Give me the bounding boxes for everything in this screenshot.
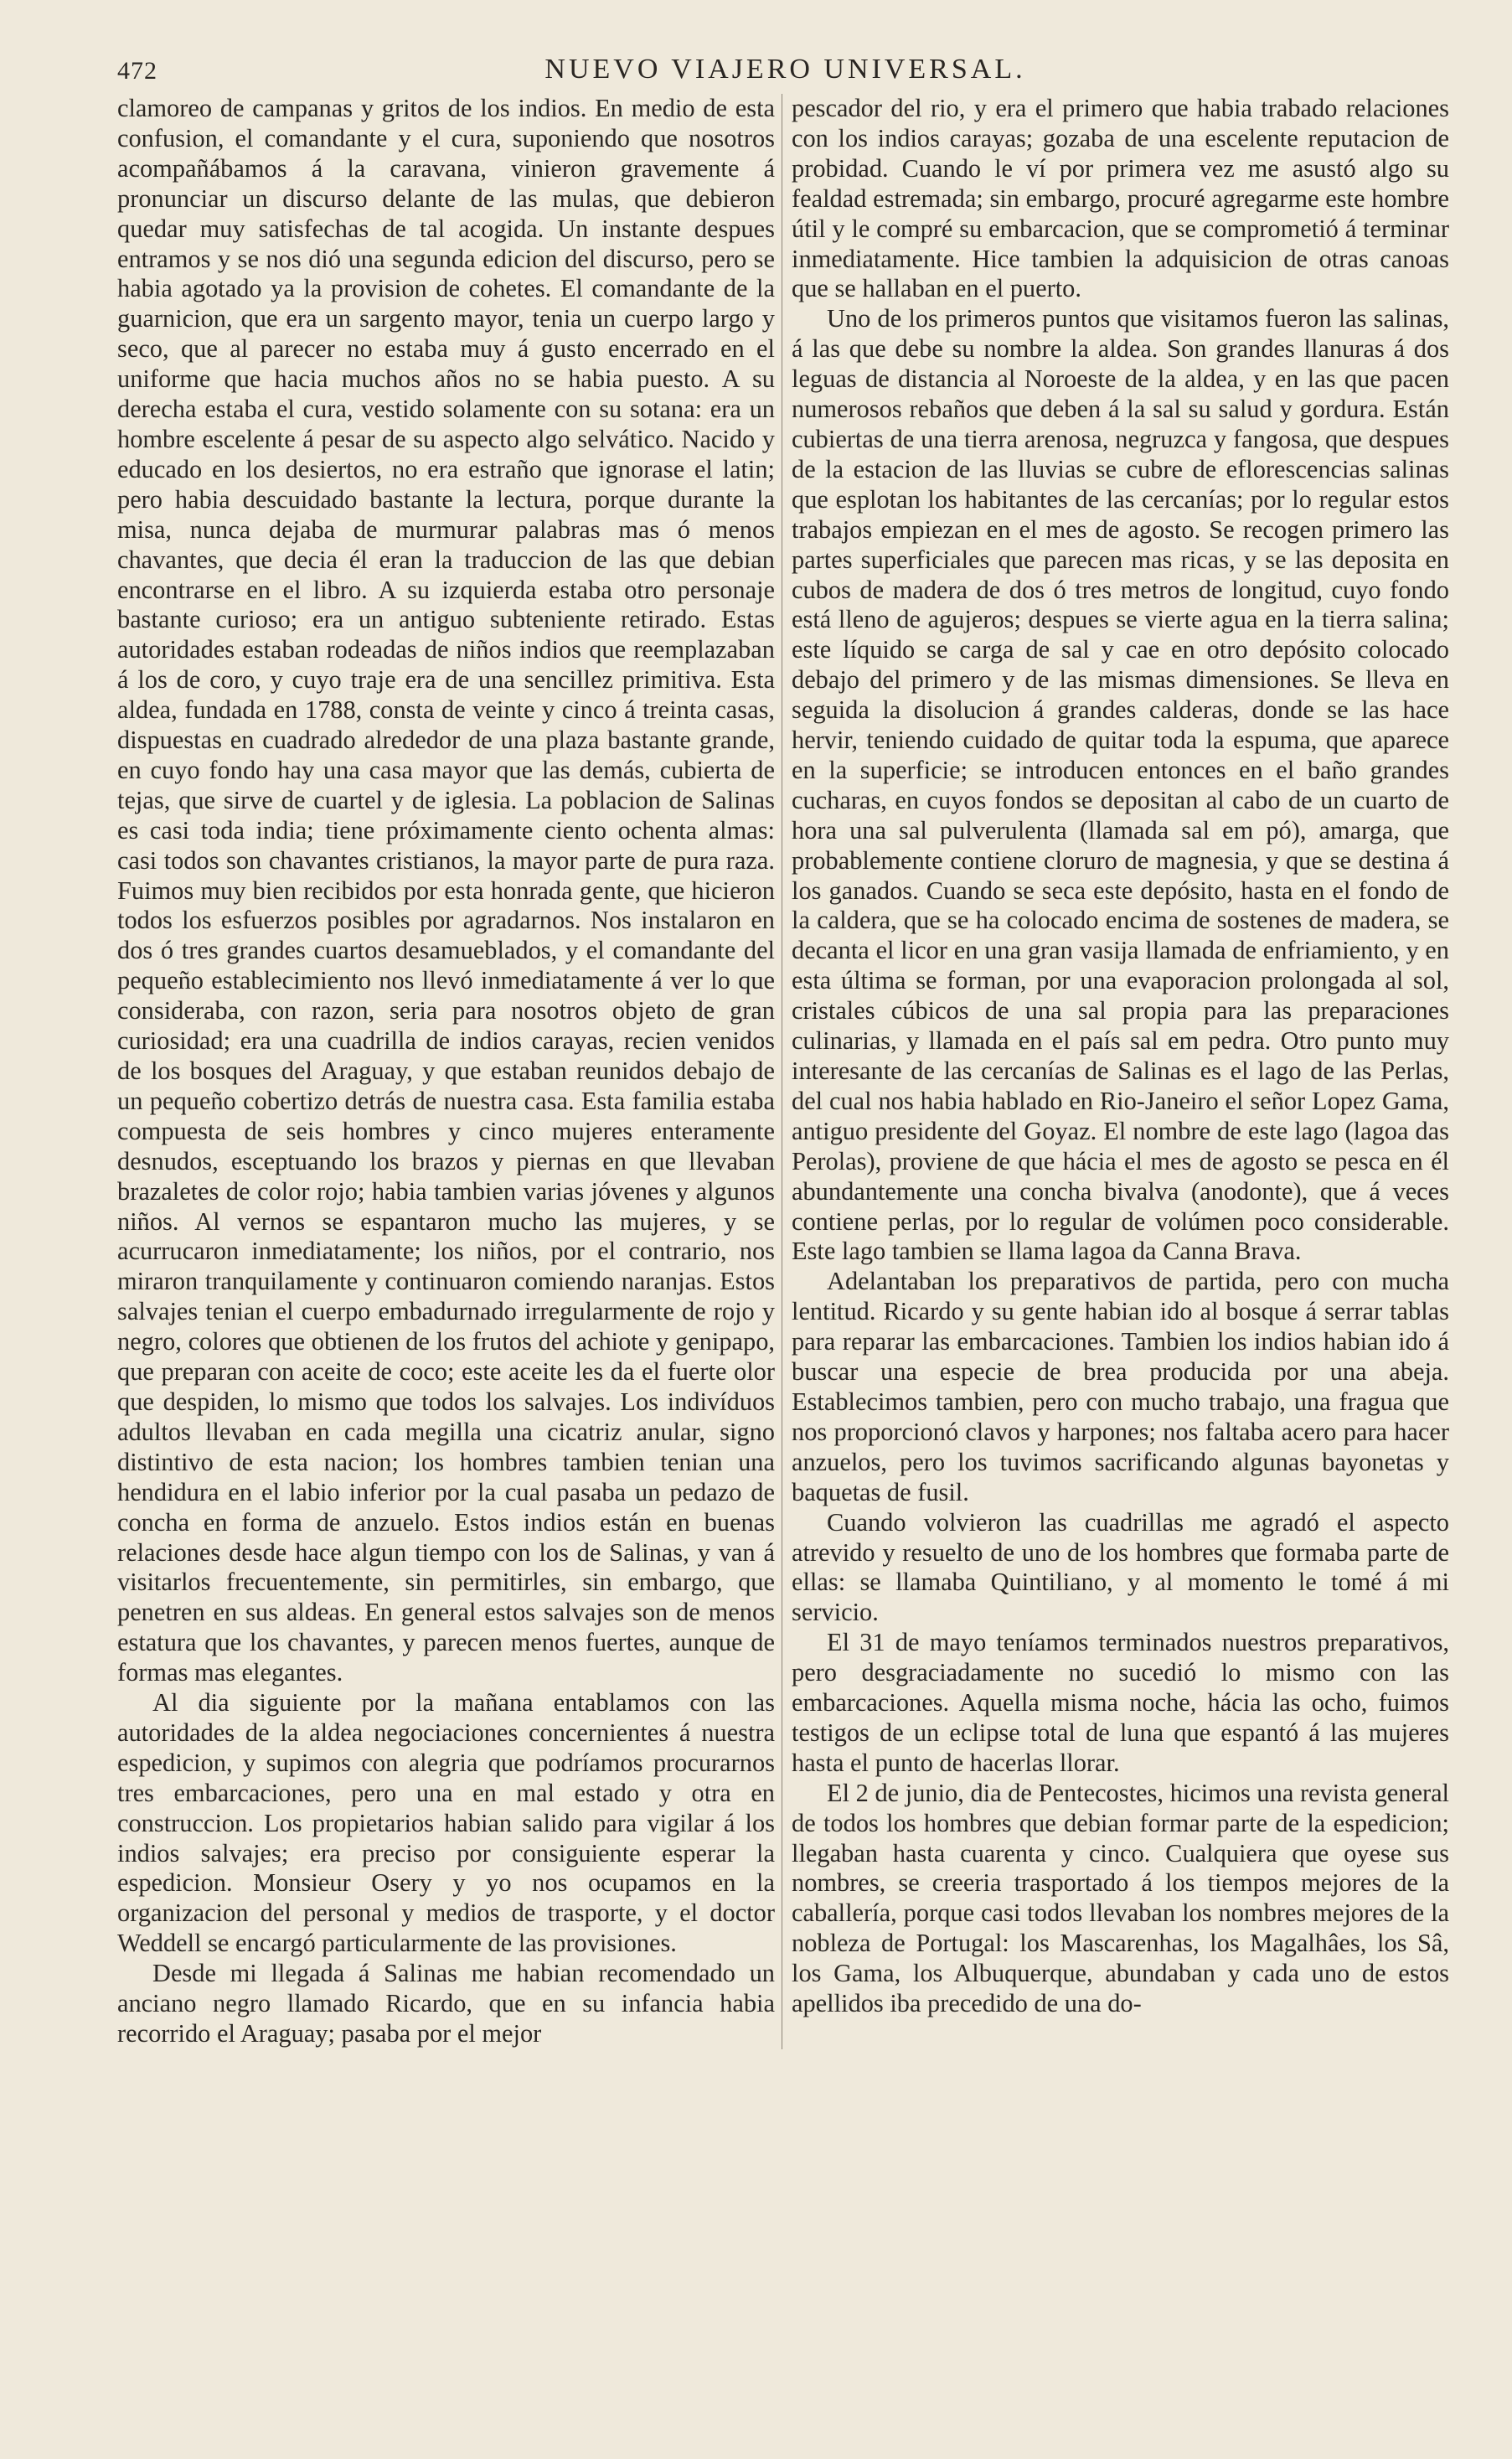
- paragraph: Adelantaban los preparativos de partida, pero con mucha lentitud. Ricardo y su gente habian ido al bosque á serrar tablas para reparar las embarcaciones. Tambien los indios habian ido á buscar una especie de brea producida por una abeja. Establecimos tambien, pero con mucho trabajo, una fragua que nos proporcionó clavos y harpones; nos faltaba acero para hacer anzuelos, pero los tuvimos sacrificando algunas bayonetas y baquetas de fusil.: [792, 1267, 1449, 1506]
- paragraph: Desde mi llegada á Salinas me habian recomendado un anciano negro llamado Ricardo, que en su infancia habia recorrido el Araguay; pasaba por el mejor: [117, 1959, 775, 2048]
- text-columns: [117, 94, 1453, 2049]
- running-title: NUEVO VIAJERO UNIVERSAL.: [544, 54, 1026, 85]
- right-column: [792, 94, 1449, 2049]
- paragraph: El 31 de mayo teníamos terminados nuestros preparativos, pero desgraciadamente no sucedió lo mismo con las embarcaciones. Aquella misma noche, hácia las ocho, fuimos testigos de un eclipse total de luna que espantó á las mujeres hasta el punto de hacerlas llorar.: [792, 1628, 1449, 1777]
- page-header: [117, 50, 1453, 87]
- paragraph: pescador del rio, y era el primero que habia trabado relaciones con los indios carayas; gozaba de una escelente reputacion de probidad. Cuando le ví por primera vez me asustó algo su fealdad estremada; sin embargo, procuré agregarme este hombre útil y le compré su embarcacion, que se comprometió á terminar inmediatamente. Hice tambien la adquisicion de otras canoas que se hallaban en el puerto.: [792, 94, 1449, 303]
- page-number: 472: [117, 57, 157, 85]
- paragraph: clamoreo de campanas y gritos de los indios. En medio de esta confusion, el comandante y el cura, suponiendo que nosotros acompañábamos á la caravana, vinieron gravemente á pronunciar un discurso delante de las mulas, que debieron quedar muy satisfechas de tal acogida. Un instante despues entramos y se nos dió una segunda edicion del discurso, pero se habia agotado ya la provision de cohetes. El comandante de la guarnicion, que era un sargento mayor, tenia un cuerpo largo y seco, que al parecer no estaba muy á gusto encerrado en el uniforme que hacia muchos años no se habia puesto. A su derecha estaba el cura, vestido solamente con su sotana: era un hombre escelente á pesar de su aspecto algo selvático. Nacido y educado en los desiertos, no era estraño que ignorase el latin; pero habia descuidado bastante la lectura, porque durante la misa, nunca dejaba de murmurar palabras mas ó menos chavantes, que decia él eran la traduccion de las que debian encontrarse en el libro. A su izquierda estaba otro personaje bastante curioso; era un antiguo subteniente retirado. Estas autoridades estaban rodeadas de niños indios que reemplazaban á los de coro, y cuyo traje era de una sencillez primitiva. Esta aldea, fundada en 1788, consta de veinte y cinco á treinta casas, dispuestas en cuadrado alrededor de una plaza bastante grande, en cuyo fondo hay una casa mayor que las demás, cubierta de tejas, que sirve de cuartel y de iglesia. La poblacion de Salinas es casi toda india; tiene próximamente ciento ochenta almas: casi todos son chavantes cristianos, la mayor parte de pura raza. Fuimos muy bien recibidos por esta honrada gente, que hicieron todos los esfuerzos posibles por agradarnos. Nos instalaron en dos ó tres grandes cuartos desamueblados, y el comandante del pequeño establecimiento nos llevó inmediatamente á ver lo que consideraba, con razon, seria para nosotros objeto de gran curiosidad; era una cuadrilla de indios carayas, recien venidos de los bosques del Araguay, y que estaban reunidos debajo de un pequeño cobertizo detrás de nuestra casa. Esta familia estaba compuesta de seis hombres y cinco mujeres enteramente desnudos, esceptuando los brazos y piernas en que llevaban brazaletes de color rojo; habia tambien varias jóvenes y algunos niños. Al vernos se espantaron mucho las mujeres, y se acurrucaron inmediatamente; los niños, por el contrario, nos miraron tranquilamente y continuaron comiendo naranjas. Estos salvajes tenian el cuerpo embadurnado irregularmente de rojo y negro, colores que obtienen de los frutos del achiote y genipapo, que preparan con aceite de coco; este aceite les da el fuerte olor que despiden, lo mismo que todos los salvajes. Los indivíduos adultos llevaban en cada megilla una cicatriz anular, signo distintivo de esta nacion; los hombres tambien tenian una hendidura en el labio inferior por la cual pasaba un pedazo de concha en forma de anzuelo. Estos indios están en buenas relaciones desde hace algun tiempo con los de Salinas, y van á visitarlos frecuentemente, sin permitirles, sin embargo, que penetren en sus aldeas. En general estos salvajes son de menos estatura que los chavantes, y parecen menos fuertes, aunque de formas mas elegantes.: [117, 94, 775, 1687]
- paragraph: Uno de los primeros puntos que visitamos fueron las salinas, á las que debe su nombre la aldea. Son grandes llanuras á dos leguas de distancia al Noroeste de la aldea, y en las que pacen numerosos rebaños que deben á la sal su salud y gordura. Están cubiertas de una tierra arenosa, negruzca y fangosa, que despues de la estacion de las lluvias se cubre de eflorescencias salinas que esplotan los habitantes de las cercanías; por lo regular estos trabajos empiezan en el mes de agosto. Se recogen primero las partes superficiales que parecen mas ricas, y se las deposita en cubos de madera de dos ó tres metros de longitud, cuyo fondo está lleno de agujeros; despues se vierte agua en la tierra salina; este líquido se carga de sal y cae en otro depósito colocado debajo del primero y de las mismas dimensiones. Se lleva en seguida la disolucion á grandes calderas, donde se las hace hervir, teniendo cuidado de quitar toda la espuma, que aparece en la superficie; se introducen entonces en el baño grandes cucharas, en cuyos fondos se depositan al cabo de un cuarto de hora una sal pulverulenta (llamada sal em pó), amarga, que probablemente contiene cloruro de magnesia, y que se destina á los ganados. Cuando se seca este depósito, hasta en el fondo de la caldera, que se ha colocado encima de sostenes de madera, se decanta el licor en una gran vasija llamada de enfriamiento, y en esta última se forman, por una evaporacion prolongada al sol, cristales cúbicos de una sal propia para las preparaciones culinarias, y llamada en el país sal em pedra. Otro punto muy interesante de las cercanías de Salinas es el lago de las Perlas, del cual nos habia hablado en Rio-Janeiro el señor Lopez Gama, antiguo presidente del Goyaz. El nombre de este lago (lagoa das Perolas), proviene de que hácia el mes de agosto se pesca en él abundantemente una concha bivalva (anodonte), que á veces contiene perlas, por lo regular de volúmen poco considerable. Este lago tambien se llama lagoa da Canna Brava.: [792, 304, 1449, 1266]
- paragraph: Al dia siguiente por la mañana entablamos con las autoridades de la aldea negociaciones concernientes á nuestra espedicion, y supimos con alegria que podríamos procurarnos tres embarcaciones, pero una en mal estado y otra en construccion. Los propietarios habian salido para vigilar á los indios salvajes; era preciso por consiguiente esperar la espedicion. Monsieur Osery y yo nos ocupamos en la organizacion del personal y medios de trasporte, y el doctor Weddell se encargó particularmente de las provisiones.: [117, 1688, 775, 1958]
- paragraph: El 2 de junio, dia de Pentecostes, hicimos una revista general de todos los hombres que debian formar parte de la espedicion; llegaban hasta cuarenta y cinco. Cualquiera que oyese sus nombres, se creeria trasportado á los tiempos mejores de la caballería, porque casi todos llevaban los nombres mejores de la nobleza de Portugal: los Mascarenhas, los Magalhâes, los Sâ, los Gama, los Albuquerque, abundaban y cada uno de estos apellidos iba precedido de una do-: [792, 1778, 1449, 2018]
- left-column: [117, 94, 775, 2049]
- paragraph: Cuando volvieron las cuadrillas me agradó el aspecto atrevido y resuelto de uno de los hombres que formaba parte de ellas: se llamaba Quintiliano, y al momento le tomé á mi servicio.: [792, 1507, 1449, 1627]
